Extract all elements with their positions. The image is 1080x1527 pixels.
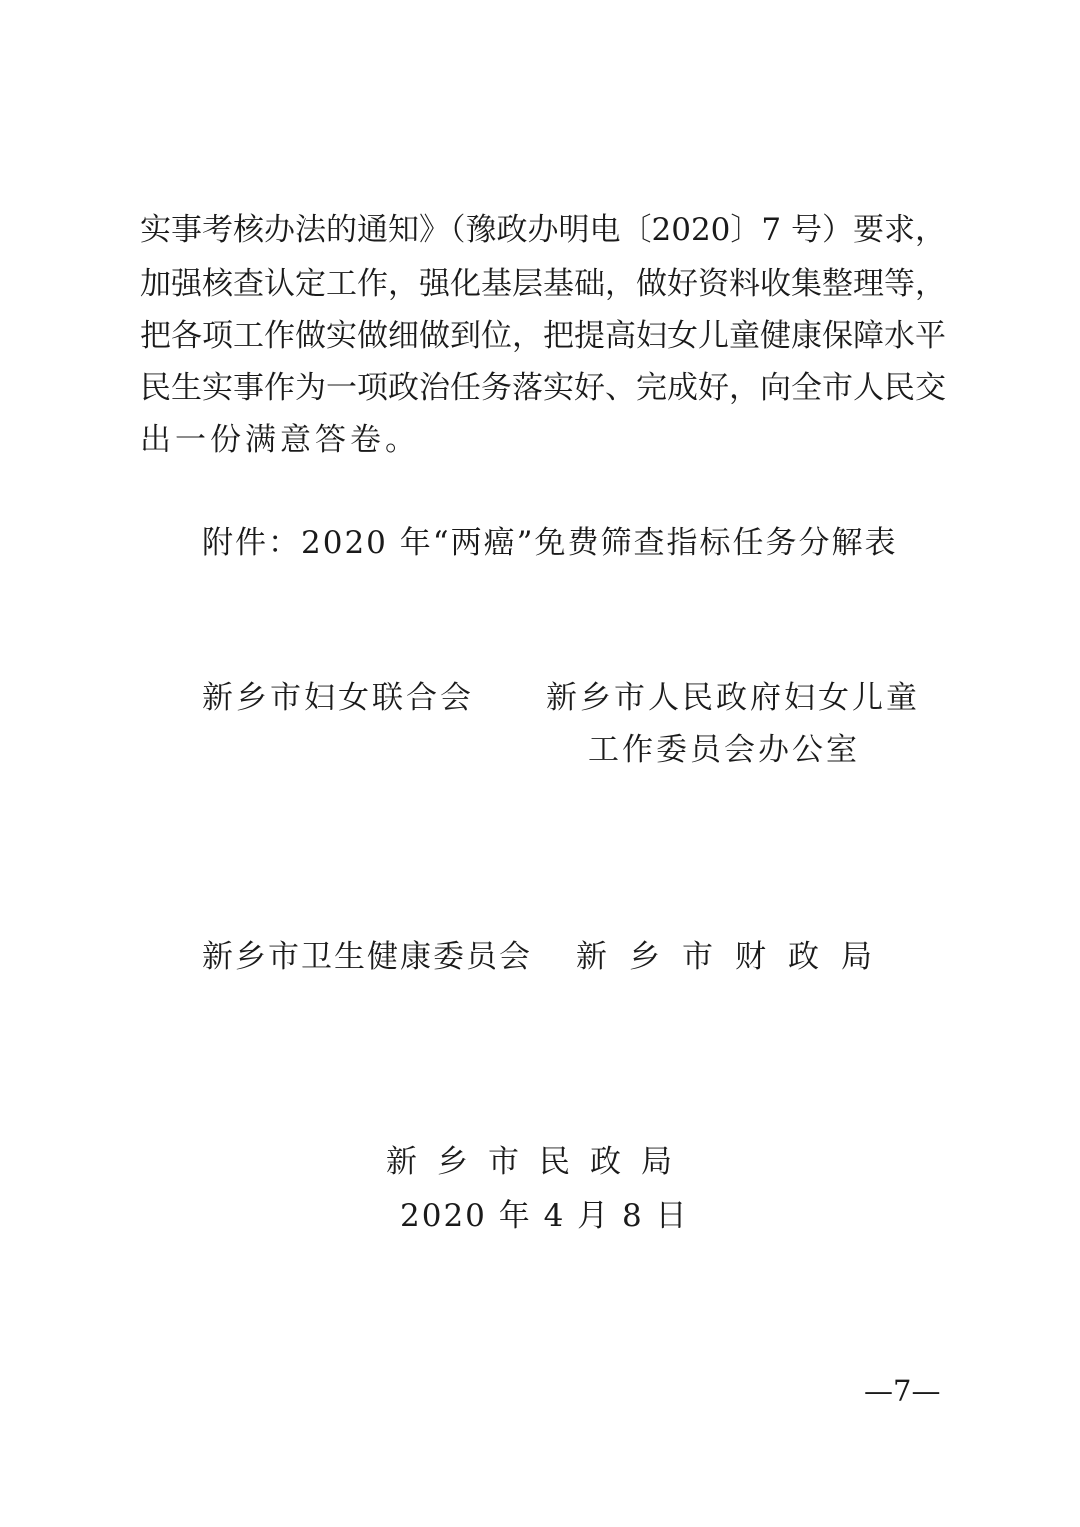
signature-finance-bureau: 新乡市财政局 [576,939,894,975]
signature-health-commission: 新乡市卫生健康委员会 [202,939,532,975]
paragraph-line-1: 实事考核办法的通知》（豫政办明电〔2020〕7 号）要求， [140,212,946,248]
signature-women-children-committee-line1: 新乡市人民政府妇女儿童 [546,680,920,716]
paragraph-line-5: 出一份满意答卷。 [140,422,420,458]
attachment-line: 附件：2020 年“两癌”免费筛查指标任务分解表 [202,525,898,561]
signature-women-children-committee-line2: 工作委员会办公室 [588,732,860,768]
page-number: —7— [864,1374,941,1408]
paragraph-line-4: 民生实事作为一项政治任务落实好、完成好，向全市人民交 [140,370,946,406]
signature-civil-affairs-bureau: 新乡市民政局 [386,1144,692,1180]
signature-women-federation: 新乡市妇女联合会 [202,680,474,716]
paragraph-line-2: 加强核查认定工作，强化基层基础，做好资料收集整理等， [140,266,946,302]
paragraph-line-3: 把各项工作做实做细做到位，把提高妇女儿童健康保障水平 [140,318,946,354]
document-date: 2020 年 4 月 8 日 [400,1198,689,1234]
